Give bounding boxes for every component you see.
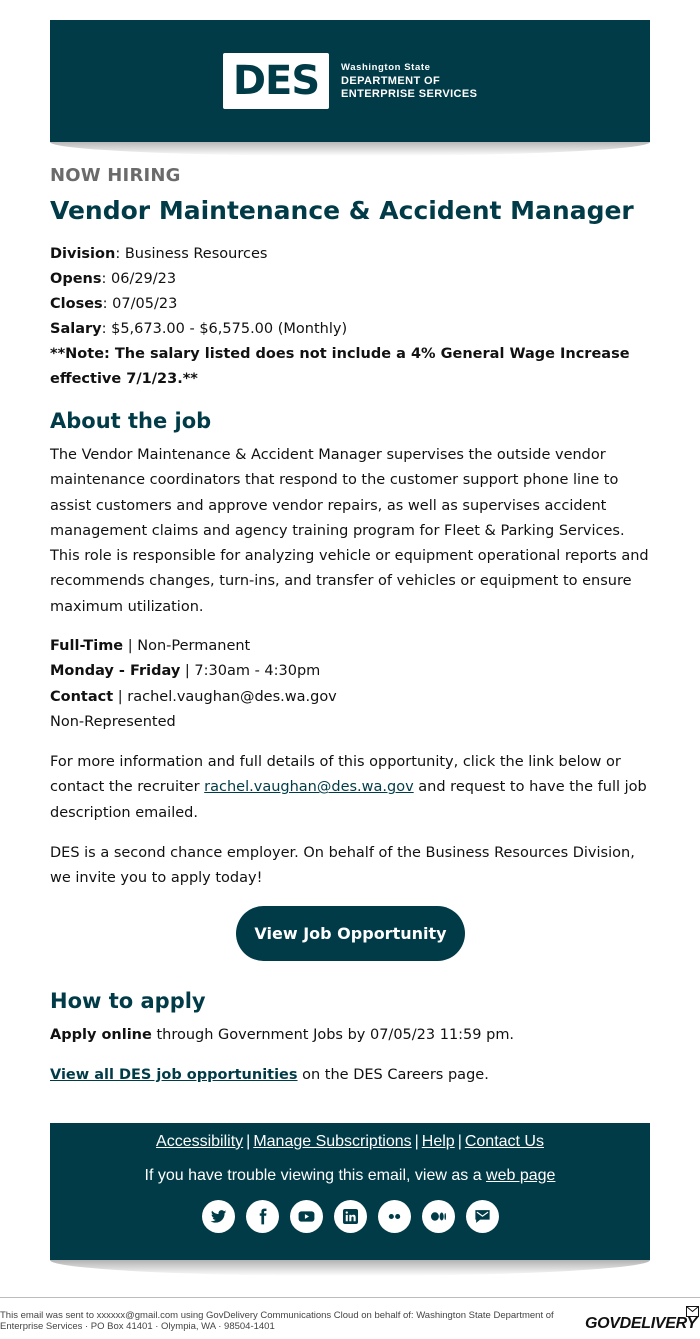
logo-line-2: DEPARTMENT OF xyxy=(341,75,441,87)
footer-view-text xyxy=(50,1167,650,1185)
division-label: Division xyxy=(50,246,116,262)
type-label: Full-Time xyxy=(50,638,124,654)
type-row xyxy=(50,634,655,659)
recruiter-email-link[interactable]: rachel.vaughan@des.wa.gov xyxy=(204,779,414,796)
apply-heading: How to apply xyxy=(50,989,206,1013)
salary-row xyxy=(50,317,650,342)
closes-row xyxy=(50,292,650,317)
salary-value: : $5,673.00 - $6,575.00 (Monthly) xyxy=(101,321,348,337)
apply-online-text xyxy=(50,1023,655,1048)
manage-subscriptions-link[interactable]: Manage Subscriptions xyxy=(253,1133,412,1150)
opens-label: Opens xyxy=(50,271,102,287)
footer-separator: | xyxy=(246,1133,251,1150)
more-info-after: and request to have the full job description emailed. xyxy=(50,779,647,821)
all-jobs-text xyxy=(50,1063,655,1088)
all-jobs-detail: on the DES Careers page. xyxy=(297,1067,489,1083)
email-icon[interactable] xyxy=(466,1200,499,1233)
closes-value: : 07/05/23 xyxy=(102,296,178,312)
youtube-icon[interactable] xyxy=(290,1200,323,1233)
banner-shadow xyxy=(50,142,650,156)
apply-online-label: Apply online xyxy=(50,1027,152,1043)
footer xyxy=(50,1123,650,1260)
job-details xyxy=(50,242,650,392)
logo-line-1: Washington State xyxy=(341,62,431,73)
view-text: If you have trouble viewing this email, view as a xyxy=(144,1167,487,1184)
contact-label: Contact xyxy=(50,688,114,705)
help-link[interactable]: Help xyxy=(421,1133,455,1150)
facebook-icon[interactable] xyxy=(246,1200,279,1233)
opens-row xyxy=(50,267,650,292)
job-title: Vendor Maintenance & Accident Manager xyxy=(50,196,634,225)
footer-separator: | xyxy=(457,1133,462,1150)
second-chance-text: DES is a second chance employer. On behalf of the Business Resources Division, we invite you to apply today! xyxy=(50,845,635,887)
twitter-icon[interactable] xyxy=(202,1200,235,1233)
represented-row: Non-Represented xyxy=(50,713,176,730)
salary-label: Salary xyxy=(50,321,102,337)
logo-line-3: ENTERPRISE SERVICES xyxy=(341,88,478,100)
des-logo[interactable] xyxy=(223,53,329,109)
now-hiring-kicker: NOW HIRING xyxy=(50,165,181,186)
more-info-before: For more information and full details of this opportunity, click the link below or contact the recruiter xyxy=(50,754,621,796)
web-page-link[interactable]: web page xyxy=(486,1167,556,1184)
header-banner xyxy=(50,20,650,142)
closes-label: Closes xyxy=(50,296,103,312)
apply-online-detail: through Government Jobs by 07/05/23 11:59 pm. xyxy=(151,1027,515,1043)
accessibility-link[interactable]: Accessibility xyxy=(156,1133,244,1150)
footer-separator: | xyxy=(414,1133,419,1150)
job-meta xyxy=(50,634,655,735)
schedule-label: Monday - Friday xyxy=(50,663,181,680)
contact-value: | rachel.vaughan@des.wa.gov xyxy=(113,688,337,705)
footer-shadow xyxy=(50,1260,650,1276)
linkedin-icon[interactable] xyxy=(334,1200,367,1233)
more-info-text xyxy=(50,750,655,826)
govdelivery-logo[interactable]: GOVDELIVERY xyxy=(585,1315,697,1332)
social-links xyxy=(202,1200,499,1233)
medium-icon[interactable] xyxy=(422,1200,455,1233)
about-body: The Vendor Maintenance & Accident Manager supervises the outside vendor maintenance coordinators that respond to the customer support phone line to assist customers and approve vendor repairs, as well as supervises accident management claims and agency training program for Fleet & Parking Services. This role is responsible for analyzing vehicle or equipment operational reports and recommends changes, turn-ins, and transfer of vehicles or equipment to ensure maximum utilization. xyxy=(50,447,649,615)
division-row xyxy=(50,242,650,267)
type-value: | Non-Permanent xyxy=(123,638,251,654)
about-heading: About the job xyxy=(50,409,212,433)
bottom-divider xyxy=(0,1297,700,1298)
flickr-icon[interactable] xyxy=(378,1200,411,1233)
schedule-value: | 7:30am - 4:30pm xyxy=(180,663,321,680)
all-jobs-link[interactable]: View all DES job opportunities xyxy=(50,1067,298,1083)
salary-note: **Note: The salary listed does not include a 4% General Wage Increase effective 7/1/23.** xyxy=(50,346,630,387)
contact-row xyxy=(50,685,655,710)
logo-text xyxy=(341,61,477,101)
opens-value: : 06/29/23 xyxy=(101,271,177,287)
contact-us-link[interactable]: Contact Us xyxy=(464,1133,544,1150)
schedule-row xyxy=(50,659,655,684)
division-value: : Business Resources xyxy=(115,246,268,262)
fineprint-text: This email was sent to xxxxxx@gmail.com using GovDelivery Communications Cloud on behalf of: Washington State Department of Enterprise Services · PO Box 41401 · Olympia, WA · 98504-1401 xyxy=(0,1310,554,1332)
view-job-opportunity-button[interactable]: View Job Opportunity xyxy=(236,906,465,961)
logo-mark: DES xyxy=(232,58,320,104)
footer-links xyxy=(50,1133,650,1151)
